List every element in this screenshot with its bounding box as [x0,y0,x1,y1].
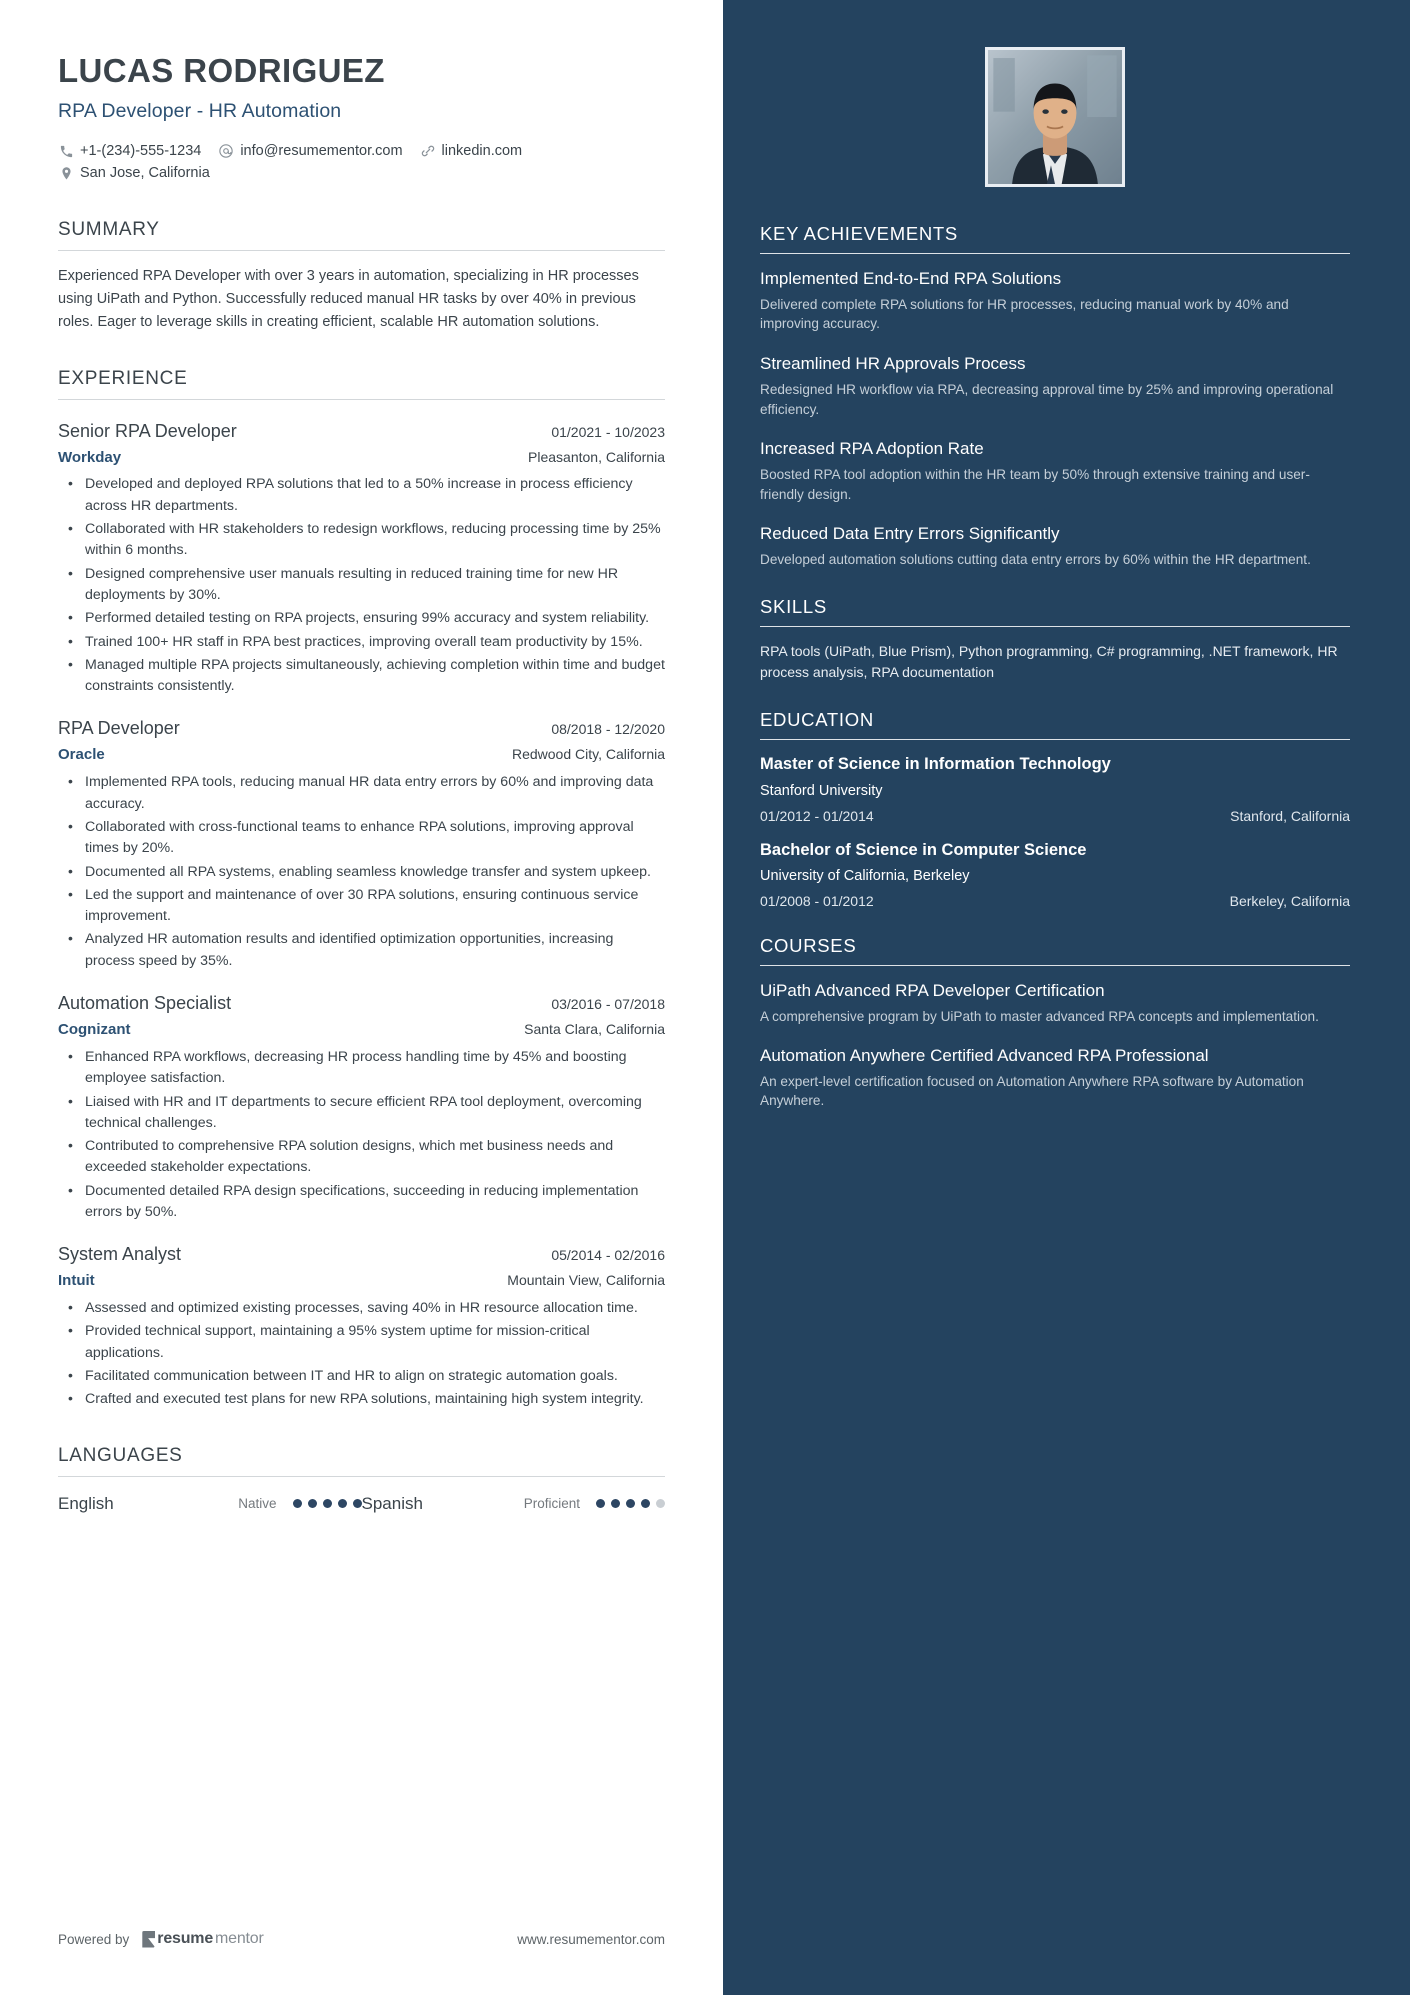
rating-dot-filled [338,1499,347,1508]
achievements-divider [760,253,1350,254]
achievement-desc: Boosted RPA tool adoption within the HR team by 50% through extensive training and user-friendly design. [760,467,1310,502]
achievement-desc: Delivered complete RPA solutions for HR processes, reducing manual work by 40% and improving accuracy. [760,296,1289,332]
experience-bullet: • Led the support and maintenance of over 30 RPA solutions, ensuring continuous service improvement. [58,885,665,928]
rating-dot-filled [641,1499,650,1508]
profile-photo [985,47,1125,187]
rating-dot-filled [353,1499,362,1508]
achievement-title: Implemented End-to-End RPA Solutions [760,269,1062,288]
summary-divider [58,250,665,251]
experience-bullet: • Collaborated with HR stakeholders to redesign workflows, reducing processing time by 25% within 6 months. [58,519,665,562]
skills-title: SKILLS [760,595,827,617]
experience-bullet: • Designed comprehensive user manuals resulting in reduced training time for new HR deployments by 30%. [58,564,665,607]
contact-email[interactable] [218,140,402,162]
courses-title: COURSES [760,935,857,957]
achievements-section [760,223,1350,570]
resumementor-logo [142,1930,263,1948]
experience-location: Redwood City, California [511,746,665,763]
experience-item [58,421,665,698]
footer-website[interactable]: www.resumementor.com [517,1931,665,1947]
experience-company: Intuit [58,1272,95,1290]
course-desc: An expert-level certification focused on Automation Anywhere RPA software by Automation Anywhere. [760,1073,1304,1109]
email-icon [218,143,234,159]
languages-row [58,1494,665,1514]
experience-dates: 05/2014 - 02/2016 [551,1247,665,1264]
experience-bullet: • Documented detailed RPA design specifications, succeeding in reducing implementation errors by 50%. [58,1181,665,1224]
experience-bullets [58,474,665,697]
languages-section [58,1445,665,1514]
experience-row-role [58,993,665,1014]
experience-row-role [58,421,665,442]
education-item [760,754,1350,823]
achievement-item [760,523,1350,569]
experience-item [58,1244,665,1410]
experience-bullet: • Implemented RPA tools, reducing manual HR data entry errors by 60% and improving data accuracy. [58,772,665,815]
experience-location: Pleasanton, California [528,448,665,465]
education-dates: 01/2008 - 01/2012 [760,893,874,910]
experience-bullet: • Developed and deployed RPA solutions that led to a 50% increase in process efficiency across HR departments. [58,474,665,517]
experience-location: Santa Clara, California [524,1021,665,1038]
experience-bullet: • Contributed to comprehensive RPA solution designs, which met business needs and exceeded stakeholder expectations. [58,1136,665,1179]
education-meta [760,808,1350,824]
experience-bullet: • Assessed and optimized existing processes, saving 40% in HR resource allocation time. [58,1298,665,1319]
experience-bullet: • Crafted and executed test plans for new RPA solutions, maintaining high system integrity. [58,1389,665,1410]
course-desc: A comprehensive program by UiPath to master advanced RPA concepts and implementation. [760,1009,1319,1025]
link-icon [420,143,436,159]
achievement-title: Streamlined HR Approvals Process [760,354,1026,374]
footer [58,1930,665,1948]
contact-location-text: San Jose, California [80,165,210,182]
language-level: Proficient [523,1496,580,1512]
logo-mark-icon [142,1931,155,1948]
achievements-title: KEY ACHIEVEMENTS [760,223,958,244]
summary-title: SUMMARY [58,218,160,240]
experience-company: Oracle [58,746,105,764]
experience-location: Mountain View, California [507,1272,665,1289]
skills-section [760,596,1350,684]
language-item [58,1494,362,1514]
language-name: Spanish [361,1493,423,1513]
experience-row-company [58,448,665,467]
education-degree: Bachelor of Science in Computer Science [760,840,1087,859]
photo-container [760,47,1350,187]
skills-divider [760,626,1350,627]
education-school: Stanford University [760,782,883,799]
experience-company: Cognizant [58,1021,131,1039]
phone-icon [58,143,74,159]
achievement-desc: Redesigned HR workflow via RPA, decreasing approval time by 25% and improving operational efficiency. [760,381,1334,417]
contact-linkedin[interactable] [420,140,523,162]
experience-bullets [58,1047,665,1223]
course-item [760,980,1350,1026]
language-rating-dots [293,1499,362,1508]
rating-dot-filled [611,1499,620,1508]
contact-location [58,162,210,184]
candidate-job-title: RPA Developer - HR Automation [58,99,342,122]
language-level: Native [238,1496,277,1512]
education-location: Berkeley, California [1229,893,1350,910]
experience-row-company [58,1020,665,1039]
language-item [362,1494,666,1514]
education-item [760,840,1350,909]
experience-bullet: • Facilitated communication between IT and HR to align on strategic automation goals. [58,1366,665,1387]
achievement-title: Reduced Data Entry Errors Significantly [760,524,1060,544]
education-school: University of California, Berkeley [760,868,970,885]
rating-dot-filled [596,1499,605,1508]
achievement-item [760,353,1350,419]
logo-text-light: mentor [215,1930,264,1947]
language-rating-dots [596,1499,665,1508]
experience-role: System Analyst [58,1244,182,1265]
rating-dot-empty [656,1499,665,1508]
experience-bullets [58,1298,665,1410]
education-divider [760,739,1350,740]
education-degree: Master of Science in Information Technology [760,755,1111,774]
experience-dates: 08/2018 - 12/2020 [551,721,665,738]
experience-role: Senior RPA Developer [58,420,237,441]
skills-text: RPA tools (UiPath, Blue Prism), Python programming, C# programming, .NET framework, HR process analysis, RPA documentation [760,642,1338,681]
languages-title: LANGUAGES [58,1444,183,1466]
rating-dot-filled [308,1499,317,1508]
courses-section [760,935,1350,1111]
education-location: Stanford, California [1230,807,1350,824]
contact-phone-text: +1-(234)-555-1234 [80,142,202,159]
experience-bullet: • Enhanced RPA workflows, decreasing HR process handling time by 45% and boosting employee satisfaction. [58,1047,665,1090]
experience-row-company [58,745,665,764]
powered-by-label: Powered by [58,1931,130,1947]
experience-bullet: • Managed multiple RPA projects simultaneously, achieving completion within time and budget constraints consistently. [58,655,665,698]
experience-bullet: • Performed detailed testing on RPA projects, ensuring 99% accuracy and system reliability. [58,608,665,629]
experience-role: Automation Specialist [58,993,232,1014]
achievement-item [760,268,1350,334]
experience-bullet: • Analyzed HR automation results and identified optimization opportunities, increasing process speed by 35%. [58,929,665,972]
course-title: UiPath Advanced RPA Developer Certification [760,981,1105,1001]
experience-bullet: • Provided technical support, maintaining a 95% system uptime for mission-critical applications. [58,1321,665,1364]
experience-bullet: • Trained 100+ HR staff in RPA best practices, improving overall team productivity by 15%. [58,632,665,653]
course-title: Automation Anywhere Certified Advanced RPA Professional [760,1045,1209,1065]
education-meta [760,893,1350,909]
experience-company: Workday [58,448,122,466]
education-title: EDUCATION [760,709,874,731]
experience-title: EXPERIENCE [58,367,188,389]
experience-bullet: • Documented all RPA systems, enabling seamless knowledge transfer and system upkeep. [58,862,665,883]
contact-phone[interactable] [58,140,201,162]
rating-dot-filled [626,1499,635,1508]
experience-dates: 01/2021 - 10/2023 [551,423,665,440]
contact-email-text: info@resumementor.com [240,142,403,159]
avatar [988,50,1122,184]
sidebar [723,0,1410,1995]
experience-bullet: • Collaborated with cross-functional teams to enhance RPA solutions, improving approval times by 20%. [58,817,665,860]
rating-dot-filled [323,1499,332,1508]
education-dates: 01/2012 - 01/2014 [760,807,874,824]
experience-row-role [58,1244,665,1265]
achievement-item [760,438,1350,504]
header [58,52,665,185]
rating-dot-filled [293,1499,302,1508]
location-icon [58,166,74,182]
experience-dates: 03/2016 - 07/2018 [551,996,665,1013]
education-section [760,709,1350,909]
logo-text-bold: resume [157,1930,214,1947]
achievement-title: Increased RPA Adoption Rate [760,439,984,459]
languages-divider [58,1476,665,1477]
contact-info [58,140,665,185]
experience-bullets [58,772,665,972]
experience-row-company [58,1271,665,1290]
contact-row-secondary [58,162,665,184]
achievement-desc: Developed automation solutions cutting data entry errors by 60% within the HR department. [760,552,1311,568]
summary-section [58,219,665,334]
experience-divider [58,399,665,400]
experience-item [58,718,665,972]
experience-item [58,993,665,1223]
experience-role: RPA Developer [58,718,180,739]
experience-bullet: • Liaised with HR and IT departments to secure efficient RPA tool deployment, overcoming technical challenges. [58,1092,665,1135]
contact-row-primary [58,140,665,162]
language-name: English [58,1493,114,1513]
experience-row-role [58,718,665,739]
experience-section [58,368,665,1411]
contact-linkedin-text: linkedin.com [441,142,523,159]
footer-branding [58,1930,264,1948]
summary-text: Experienced RPA Developer with over 3 years in automation, specializing in HR processes using UiPath and Python. Successfully reduced manual HR tasks by over 40% in previous roles. Eager to leverage skills in creating efficient, scalable HR automation solutions. [58,267,639,330]
courses-divider [760,965,1350,966]
candidate-name: LUCAS RODRIGUEZ [58,52,385,89]
course-item [760,1045,1350,1111]
